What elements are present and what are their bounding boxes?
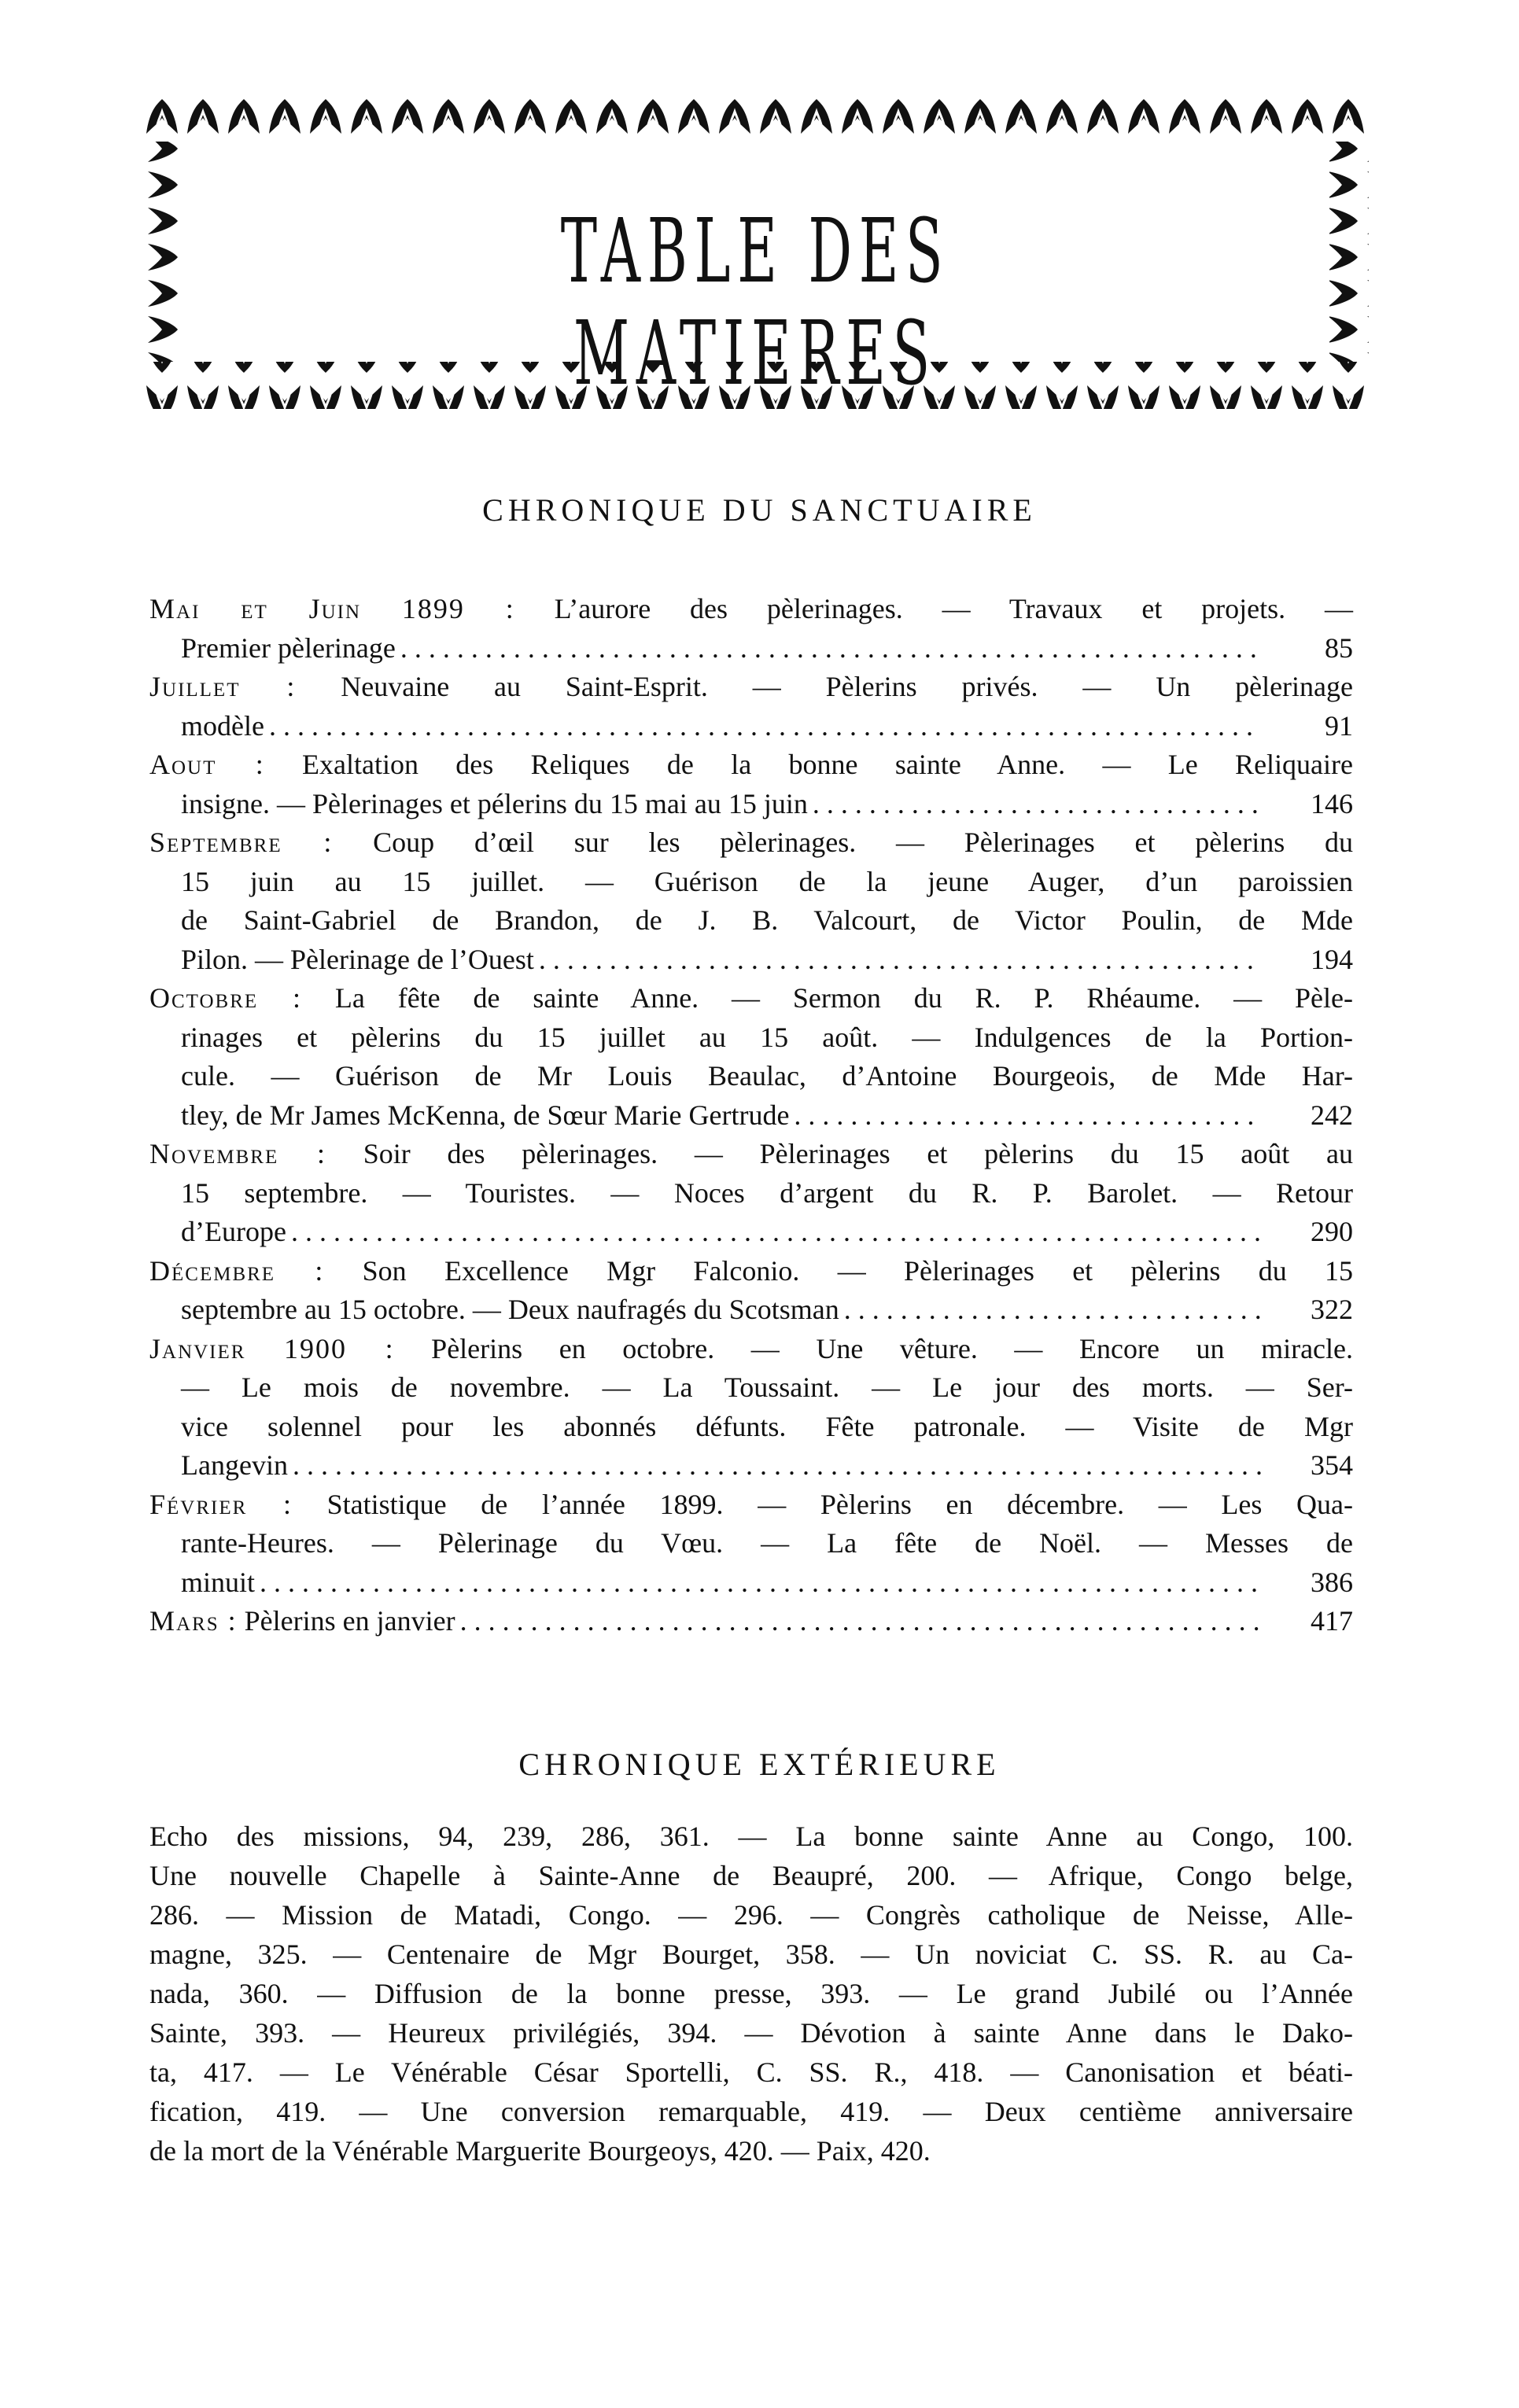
paragraph-line: de la mort de la Vénérable Marguerite Bourgeoys, 420. — Paix, 420. bbox=[149, 2135, 931, 2167]
entry-line: 15 septembre. — Touristes. — Noces d’argent du R. P. Barolet. — Retour bbox=[181, 1176, 1353, 1209]
page-number: 290 bbox=[1311, 1216, 1353, 1247]
paragraph-line: ta, 417. — Le Vénérable César Sportelli, C. SS. R., 418. — Canonisation et béati- bbox=[149, 2056, 1353, 2088]
entry-line: de Saint-Gabriel de Brandon, de J. B. Valcourt, de Victor Poulin, de Mde bbox=[181, 904, 1353, 936]
leader-dots bbox=[794, 1096, 1262, 1136]
entry-last: modèle bbox=[181, 709, 264, 742]
entry-head: Septembre : bbox=[149, 827, 334, 858]
entry-last: Pilon. — Pèlerinage de l’Ouest bbox=[181, 943, 534, 975]
entry-line: Exaltation des Reliques de la bonne sainte Anne. — Le Reliquaire bbox=[302, 749, 1353, 780]
entry-line: Coup d’œil sur les pèlerinages. — Pèlerinages et pèlerins du bbox=[373, 827, 1353, 858]
entry-head: Décembre : bbox=[149, 1254, 325, 1287]
page-number: 354 bbox=[1311, 1449, 1353, 1481]
toc-entry bbox=[149, 590, 1353, 668]
toc-entry bbox=[149, 1135, 1353, 1252]
entry-head: Mars : bbox=[149, 1605, 238, 1637]
paragraph-exterieure bbox=[149, 1817, 1353, 2171]
entry-line: Pèlerins en octobre. — Une vêture. — Encore un miracle. bbox=[431, 1332, 1353, 1364]
page-number: 194 bbox=[1311, 943, 1353, 975]
leader-dots bbox=[844, 1291, 1262, 1330]
paragraph-line: magne, 325. — Centenaire de Mgr Bourget, 358. — Un noviciat C. SS. R. au Ca- bbox=[149, 1939, 1353, 1970]
paragraph-line: nada, 360. — Diffusion de la bonne presse, 393. — Le grand Jubilé ou l’Année bbox=[149, 1978, 1353, 2009]
entry-head: Novembre : bbox=[149, 1138, 326, 1169]
toc-entry bbox=[149, 1602, 1353, 1641]
entry-last: septembre au 15 octobre. — Deux naufragés du Scotsman bbox=[181, 1294, 839, 1325]
section-heading-sanctuaire: CHRONIQUE DU SANCTUAIRE bbox=[482, 492, 1037, 528]
entry-last: Premier pèlerinage bbox=[181, 631, 396, 664]
entry-line: 15 juin au 15 juillet. — Guérison de la jeune Auger, d’un paroissien bbox=[181, 865, 1353, 897]
entry-line: Statistique de l’année 1899. — Pèlerins en décembre. — Les Qua- bbox=[326, 1488, 1354, 1520]
entry-line: rinages et pèlerins du 15 juillet au 15 août. — Indulgences de la Portion- bbox=[181, 1021, 1353, 1053]
entry-last: Langevin bbox=[181, 1449, 288, 1481]
page-title: TABLE DES MATIERES bbox=[560, 201, 950, 405]
entry-line: vice solennel pour les abonnés défunts. Fête patronale. — Visite de Mgr bbox=[181, 1410, 1353, 1442]
toc-entry bbox=[149, 979, 1353, 1135]
entry-line: L’aurore des pèlerinages. — Travaux et projets. — bbox=[554, 593, 1353, 624]
entry-line: rante-Heures. — Pèlerinage du Vœu. — La fête de Noël. — Messes de bbox=[181, 1527, 1353, 1559]
entry-last: Pèlerins en janvier bbox=[244, 1605, 455, 1637]
leader-dots bbox=[293, 1446, 1262, 1486]
entry-head: Mai et Juin 1899 : bbox=[149, 593, 515, 624]
toc-entry bbox=[149, 1486, 1353, 1603]
page-number: 417 bbox=[1311, 1605, 1353, 1637]
entry-head: Aout : bbox=[149, 749, 265, 780]
leader-dots bbox=[269, 707, 1262, 746]
entry-line: — Le mois de novembre. — La Toussaint. — Le jour des morts. — Ser- bbox=[181, 1372, 1353, 1403]
paragraph-line: 286. — Mission de Matadi, Congo. — 296. — Congrès catholique de Neisse, Alle- bbox=[149, 1899, 1353, 1931]
page-number: 91 bbox=[1325, 709, 1353, 742]
page-number: 85 bbox=[1325, 631, 1353, 664]
leader-dots bbox=[539, 941, 1262, 980]
title-frame bbox=[142, 94, 1369, 409]
leader-dots bbox=[291, 1213, 1262, 1252]
paragraph-line: Sainte, 393. — Heureux privilégiés, 394. — Dévotion à sainte Anne dans le Dako- bbox=[149, 2017, 1353, 2049]
leader-dots bbox=[400, 629, 1262, 668]
leader-dots bbox=[460, 1602, 1262, 1641]
entry-last: minuit bbox=[181, 1566, 256, 1598]
toc-entry bbox=[149, 746, 1353, 823]
entry-last: tley, de Mr James McKenna, de Sœur Marie Gertrude bbox=[181, 1099, 790, 1131]
entry-line: cule. — Guérison de Mr Louis Beaulac, d’Antoine Bourgeois, de Mde Har- bbox=[181, 1060, 1353, 1092]
page-number: 146 bbox=[1311, 787, 1353, 819]
paragraph-line: Une nouvelle Chapelle à Sainte-Anne de Beaupré, 200. — Afrique, Congo belge, bbox=[149, 1860, 1353, 1891]
entry-line: La fête de sainte Anne. — Sermon du R. P. Rhéaume. — Pèle- bbox=[334, 982, 1353, 1014]
entry-line: Son Excellence Mgr Falconio. — Pèlerinages et pèlerins du 15 bbox=[362, 1254, 1354, 1287]
entry-line: Soir des pèlerinages. — Pèlerinages et pèlerins du 15 août au bbox=[363, 1138, 1353, 1169]
toc-sanctuaire bbox=[149, 590, 1353, 1641]
page-number: 322 bbox=[1311, 1294, 1353, 1325]
entry-head: Octobre : bbox=[149, 982, 303, 1014]
paragraph-line: fication, 419. — Une conversion remarquable, 419. — Deux centième anniversaire bbox=[149, 2096, 1353, 2127]
section-heading-exterieure: CHRONIQUE EXTÉRIEURE bbox=[518, 1747, 1001, 1782]
paragraph-line: Echo des missions, 94, 239, 286, 361. — La bonne sainte Anne au Congo, 100. bbox=[149, 1821, 1353, 1852]
page-number: 242 bbox=[1311, 1099, 1353, 1131]
toc-entry bbox=[149, 1330, 1353, 1486]
entry-last: d’Europe bbox=[181, 1216, 286, 1247]
entry-head: Janvier 1900 : bbox=[149, 1332, 395, 1364]
leader-dots bbox=[260, 1563, 1262, 1603]
toc-entry bbox=[149, 1252, 1353, 1330]
toc-entry bbox=[149, 823, 1353, 979]
leader-dots bbox=[813, 785, 1262, 824]
toc-entry bbox=[149, 668, 1353, 746]
entry-last: insigne. — Pèlerinages et pélerins du 15 mai au 15 juin bbox=[181, 787, 808, 819]
entry-head: Juillet : bbox=[149, 671, 297, 702]
entry-line: Neuvaine au Saint-Esprit. — Pèlerins privés. — Un pèlerinage bbox=[341, 671, 1353, 702]
page-number: 386 bbox=[1311, 1566, 1353, 1598]
entry-head: Février : bbox=[149, 1488, 293, 1520]
